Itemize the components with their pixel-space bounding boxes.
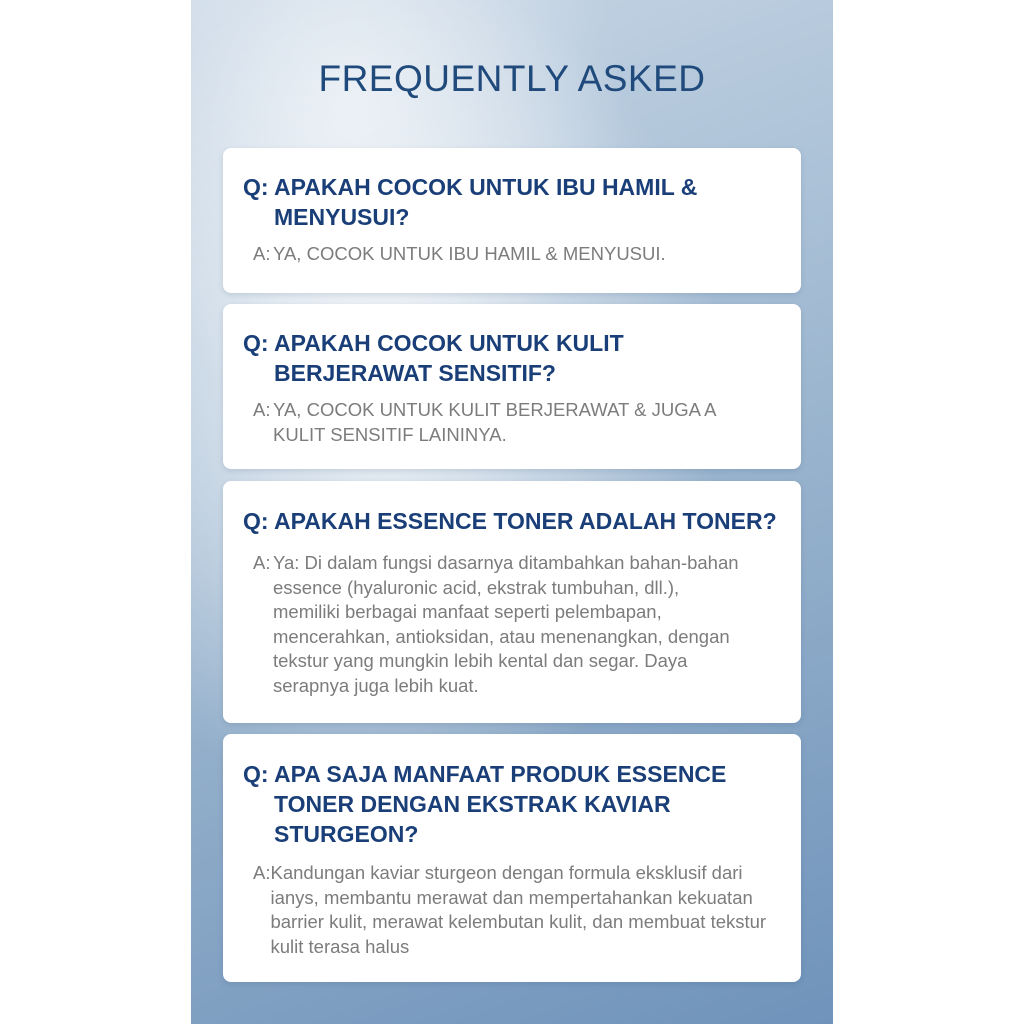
faq-card-4: [223, 734, 801, 982]
faq-answer: [253, 398, 783, 447]
question-text: APAKAH COCOK UNTUK KULIT BERJERAWAT SENSITIF?: [274, 330, 624, 386]
answer-text: YA, COCOK UNTUK KULIT BERJERAWAT & JUGA A KULIT SENSITIF LAININYA.: [273, 399, 716, 445]
question-prefix: Q:: [243, 174, 269, 200]
question-prefix: Q:: [243, 330, 269, 356]
question-text: APAKAH ESSENCE TONER ADALAH TONER?: [274, 508, 777, 534]
faq-answer: [253, 242, 783, 267]
faq-question: [243, 759, 787, 849]
answer-prefix: A:: [253, 243, 271, 264]
faq-question: [243, 328, 787, 388]
faq-card-2: [223, 304, 801, 469]
answer-prefix: A:: [253, 552, 271, 573]
answer-text: Kandungan kaviar sturgeon dengan formula eksklusif dari ianys, membantu merawat dan mempertahankan kekuatan barrier kulit, merawat kelembutan kulit, dan membuat tekstur kulit terasa halus: [270, 862, 767, 957]
faq-panel: [191, 0, 833, 1024]
faq-answer: [253, 551, 783, 698]
answer-prefix: A:: [253, 399, 271, 420]
faq-card-1: [223, 148, 801, 293]
answer-text: Ya: Di dalam fungsi dasarnya ditambahkan bahan-bahan essence (hyaluronic acid, ekstrak tumbuhan, dll.), memiliki berbagai manfaat seperti pelembapan, mencerahkan, antioksidan, atau menenangkan, dengan tekstur yang mungkin lebih kental dan segar. Daya serapnya juga lebih kuat.: [273, 552, 739, 696]
question-prefix: Q:: [243, 761, 269, 787]
faq-answer: [253, 861, 783, 959]
question-text: APA SAJA MANFAAT PRODUK ESSENCE TONER DENGAN EKSTRAK KAVIAR STURGEON?: [274, 761, 727, 847]
faq-question: [243, 172, 787, 232]
question-text: APAKAH COCOK UNTUK IBU HAMIL & MENYUSUI?: [274, 174, 698, 230]
answer-prefix: A:: [253, 862, 271, 883]
answer-text: YA, COCOK UNTUK IBU HAMIL & MENYUSUI.: [273, 243, 666, 264]
page-title: FREQUENTLY ASKED: [318, 58, 706, 99]
question-prefix: Q:: [243, 508, 269, 534]
faq-card-3: [223, 481, 801, 723]
faq-question: [243, 506, 787, 536]
